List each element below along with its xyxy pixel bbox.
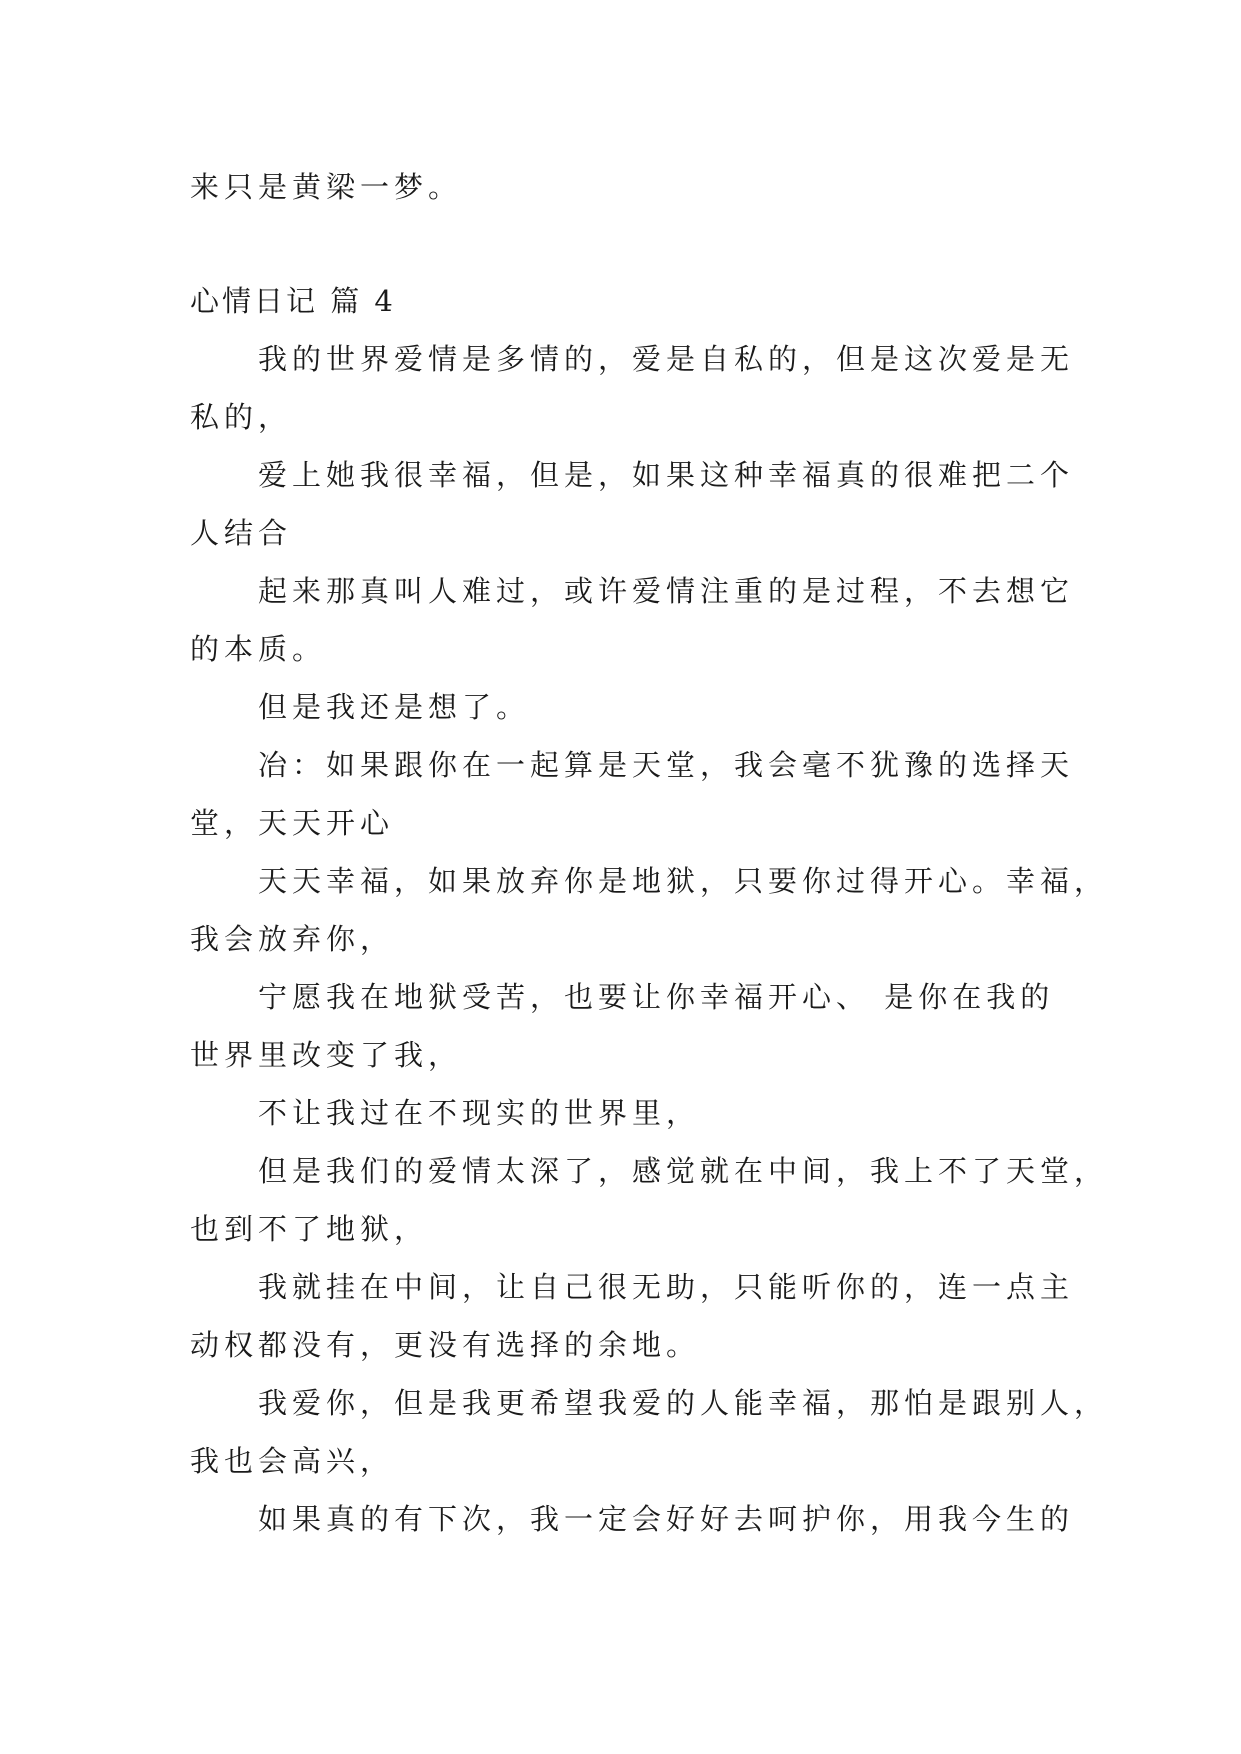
section-gap <box>190 216 1050 272</box>
paragraph-line: 动权都没有，更没有选择的余地。 <box>190 1328 701 1362</box>
paragraph-line: 冶：如果跟你在一起算是天堂，我会毫不犹豫的选择天 <box>258 748 1075 782</box>
paragraph-line: 我就挂在中间，让自己很无助，只能听你的，连一点主 <box>258 1270 1075 1304</box>
paragraph <box>190 1258 1075 1374</box>
paragraph <box>190 736 1075 852</box>
continuation-line: 来只是黄梁一梦。 <box>190 170 463 204</box>
paragraph <box>190 446 1075 562</box>
paragraph <box>190 1084 1050 1142</box>
paragraph <box>190 968 1055 1084</box>
paragraph-line: 宁愿我在地狱受苦，也要让你幸福开心、 是你在我的 <box>258 980 1055 1014</box>
section-title: 心情日记 篇 4 <box>190 284 396 318</box>
document-body <box>190 158 1109 1548</box>
paragraph <box>190 1142 1109 1258</box>
paragraph-line: 我的世界爱情是多情的，爱是自私的，但是这次爱是无 <box>258 342 1075 376</box>
paragraph-line: 也到不了地狱， <box>190 1212 429 1246</box>
paragraph-line: 如果真的有下次，我一定会好好去呵护你，用我今生的 <box>258 1502 1075 1536</box>
paragraph <box>190 678 1050 736</box>
paragraph-line: 我爱你，但是我更希望我爱的人能幸福，那怕是跟别人， <box>258 1386 1109 1420</box>
paragraph-line: 天天幸福，如果放弃你是地狱，只要你过得开心。幸福， <box>258 864 1109 898</box>
paragraph-line: 世界里改变了我， <box>190 1038 463 1072</box>
paragraph-line: 我也会高兴， <box>190 1444 395 1478</box>
paragraph <box>190 1374 1109 1490</box>
paragraph <box>190 1490 1075 1548</box>
paragraph-line: 我会放弃你， <box>190 922 395 956</box>
paragraph <box>190 330 1075 446</box>
paragraph-line: 起来那真叫人难过，或许爱情注重的是过程，不去想它 <box>258 574 1075 608</box>
paragraph-line: 人结合 <box>190 516 293 550</box>
paragraph-line: 的本质。 <box>190 632 327 666</box>
paragraph <box>190 562 1075 678</box>
paragraph-line: 私的， <box>190 400 293 434</box>
paragraph <box>190 852 1109 968</box>
paragraph-line: 不让我过在不现实的世界里， <box>258 1096 701 1130</box>
paragraph-line: 但是我们的爱情太深了，感觉就在中间，我上不了天堂， <box>258 1154 1109 1188</box>
paragraph-line: 但是我还是想了。 <box>258 690 531 724</box>
paragraph-line: 爱上她我很幸福，但是，如果这种幸福真的很难把二个 <box>258 458 1075 492</box>
paragraph-line: 堂，天天开心 <box>190 806 395 840</box>
